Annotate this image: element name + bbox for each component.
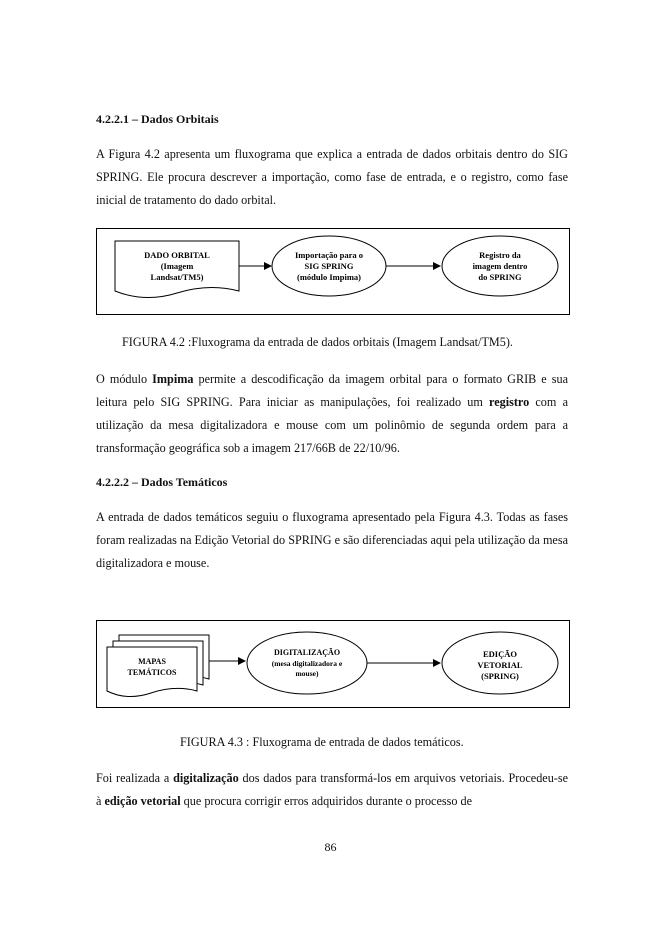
node2-line1: Importação para o (295, 250, 363, 260)
node2-line2: SIG SPRING (304, 261, 354, 271)
node3-line1: Registro da (479, 250, 521, 260)
p3-text-2: dos dados para transformá-los em arquivos vetoriais. Procedeu-se à (96, 771, 569, 808)
node3-line2: VETORIAL (477, 660, 523, 670)
node1-line2: (Imagem (160, 261, 194, 271)
node1-line2: TEMÁTICOS (127, 668, 177, 677)
figure-4-2-caption: FIGURA 4.2 :Fluxograma da entrada de dados orbitais (Imagem Landsat/TM5). (122, 335, 513, 349)
paragraph-dados-orbitais: A Figura 4.2 apresenta um fluxograma que explica a entrada de dados orbitais dentro do SIG SPRING. Ele procura descrever a importação, como fase de entrada, e o registro, como fase inicial de tratamento do dado orbital. (96, 147, 568, 207)
p2-text-3: com a utilização da mesa digitalizadora e mouse com um polinômio de segunda ordem para a transformação geográfica sob a imagem 217/66B de 22/10/96. (96, 395, 568, 455)
node3-line2: imagem dentro (472, 261, 528, 271)
node1-line1: MAPAS (138, 657, 166, 666)
p3-text-1: Foi realizada a (96, 771, 174, 785)
figure-4-3-flowchart (96, 620, 570, 708)
node1-line1: DADO ORBITAL (144, 250, 210, 260)
p2-bold-impima: Impima (152, 372, 194, 386)
node2-line1: DIGITALIZAÇÃO (273, 648, 341, 657)
node3-line3: do SPRING (478, 272, 522, 282)
section-heading-dados-tematicos: 4.2.2.2 – Dados Temáticos (96, 475, 228, 489)
figure-4-3-svg (97, 621, 569, 707)
node3-line3: (SPRING) (481, 671, 519, 681)
figure-4-2-svg (97, 229, 569, 314)
p2-text-1: O módulo (96, 372, 153, 386)
section-heading-dados-orbitais: 4.2.2.1 – Dados Orbitais (96, 112, 219, 126)
node3-line1: EDIÇÃO (482, 649, 518, 659)
figure-4-2-flowchart (96, 228, 570, 315)
p3-bold-edicao-vetorial: edição vetorial (104, 794, 181, 808)
paragraph-digitalizacao (96, 767, 568, 813)
figure-4-3-caption: FIGURA 4.3 : Fluxograma de entrada de dados temáticos. (180, 735, 464, 749)
p3-bold-digitalizacao: digitalização (173, 771, 239, 785)
page-number: 86 (324, 840, 337, 854)
p3-text-3: que procura corrigir erros adquiridos durante o processo de (180, 794, 473, 808)
paragraph-impima (96, 368, 568, 460)
node2-line3: (módulo Impima) (297, 272, 361, 282)
node1-line3: Landsat/TM5) (150, 272, 204, 282)
node2-line2: (mesa digitalizadora e (271, 659, 343, 668)
paragraph-dados-tematicos: A entrada de dados temáticos seguiu o fluxograma apresentado pela Figura 4.3. Todas as fases foram realizadas na Edição Vetorial do SPRING e são diferenciadas aqui pela utilização da mesa digitalizadora e mouse. (96, 510, 568, 570)
p2-bold-registro: registro (489, 395, 530, 409)
p2-text-2: permite a descodificação da imagem orbital para o formato GRIB e sua leitura pelo SIG SPRING. Para iniciar as manipulações, foi realizado um (96, 372, 569, 409)
node2-line3: mouse) (295, 669, 319, 678)
